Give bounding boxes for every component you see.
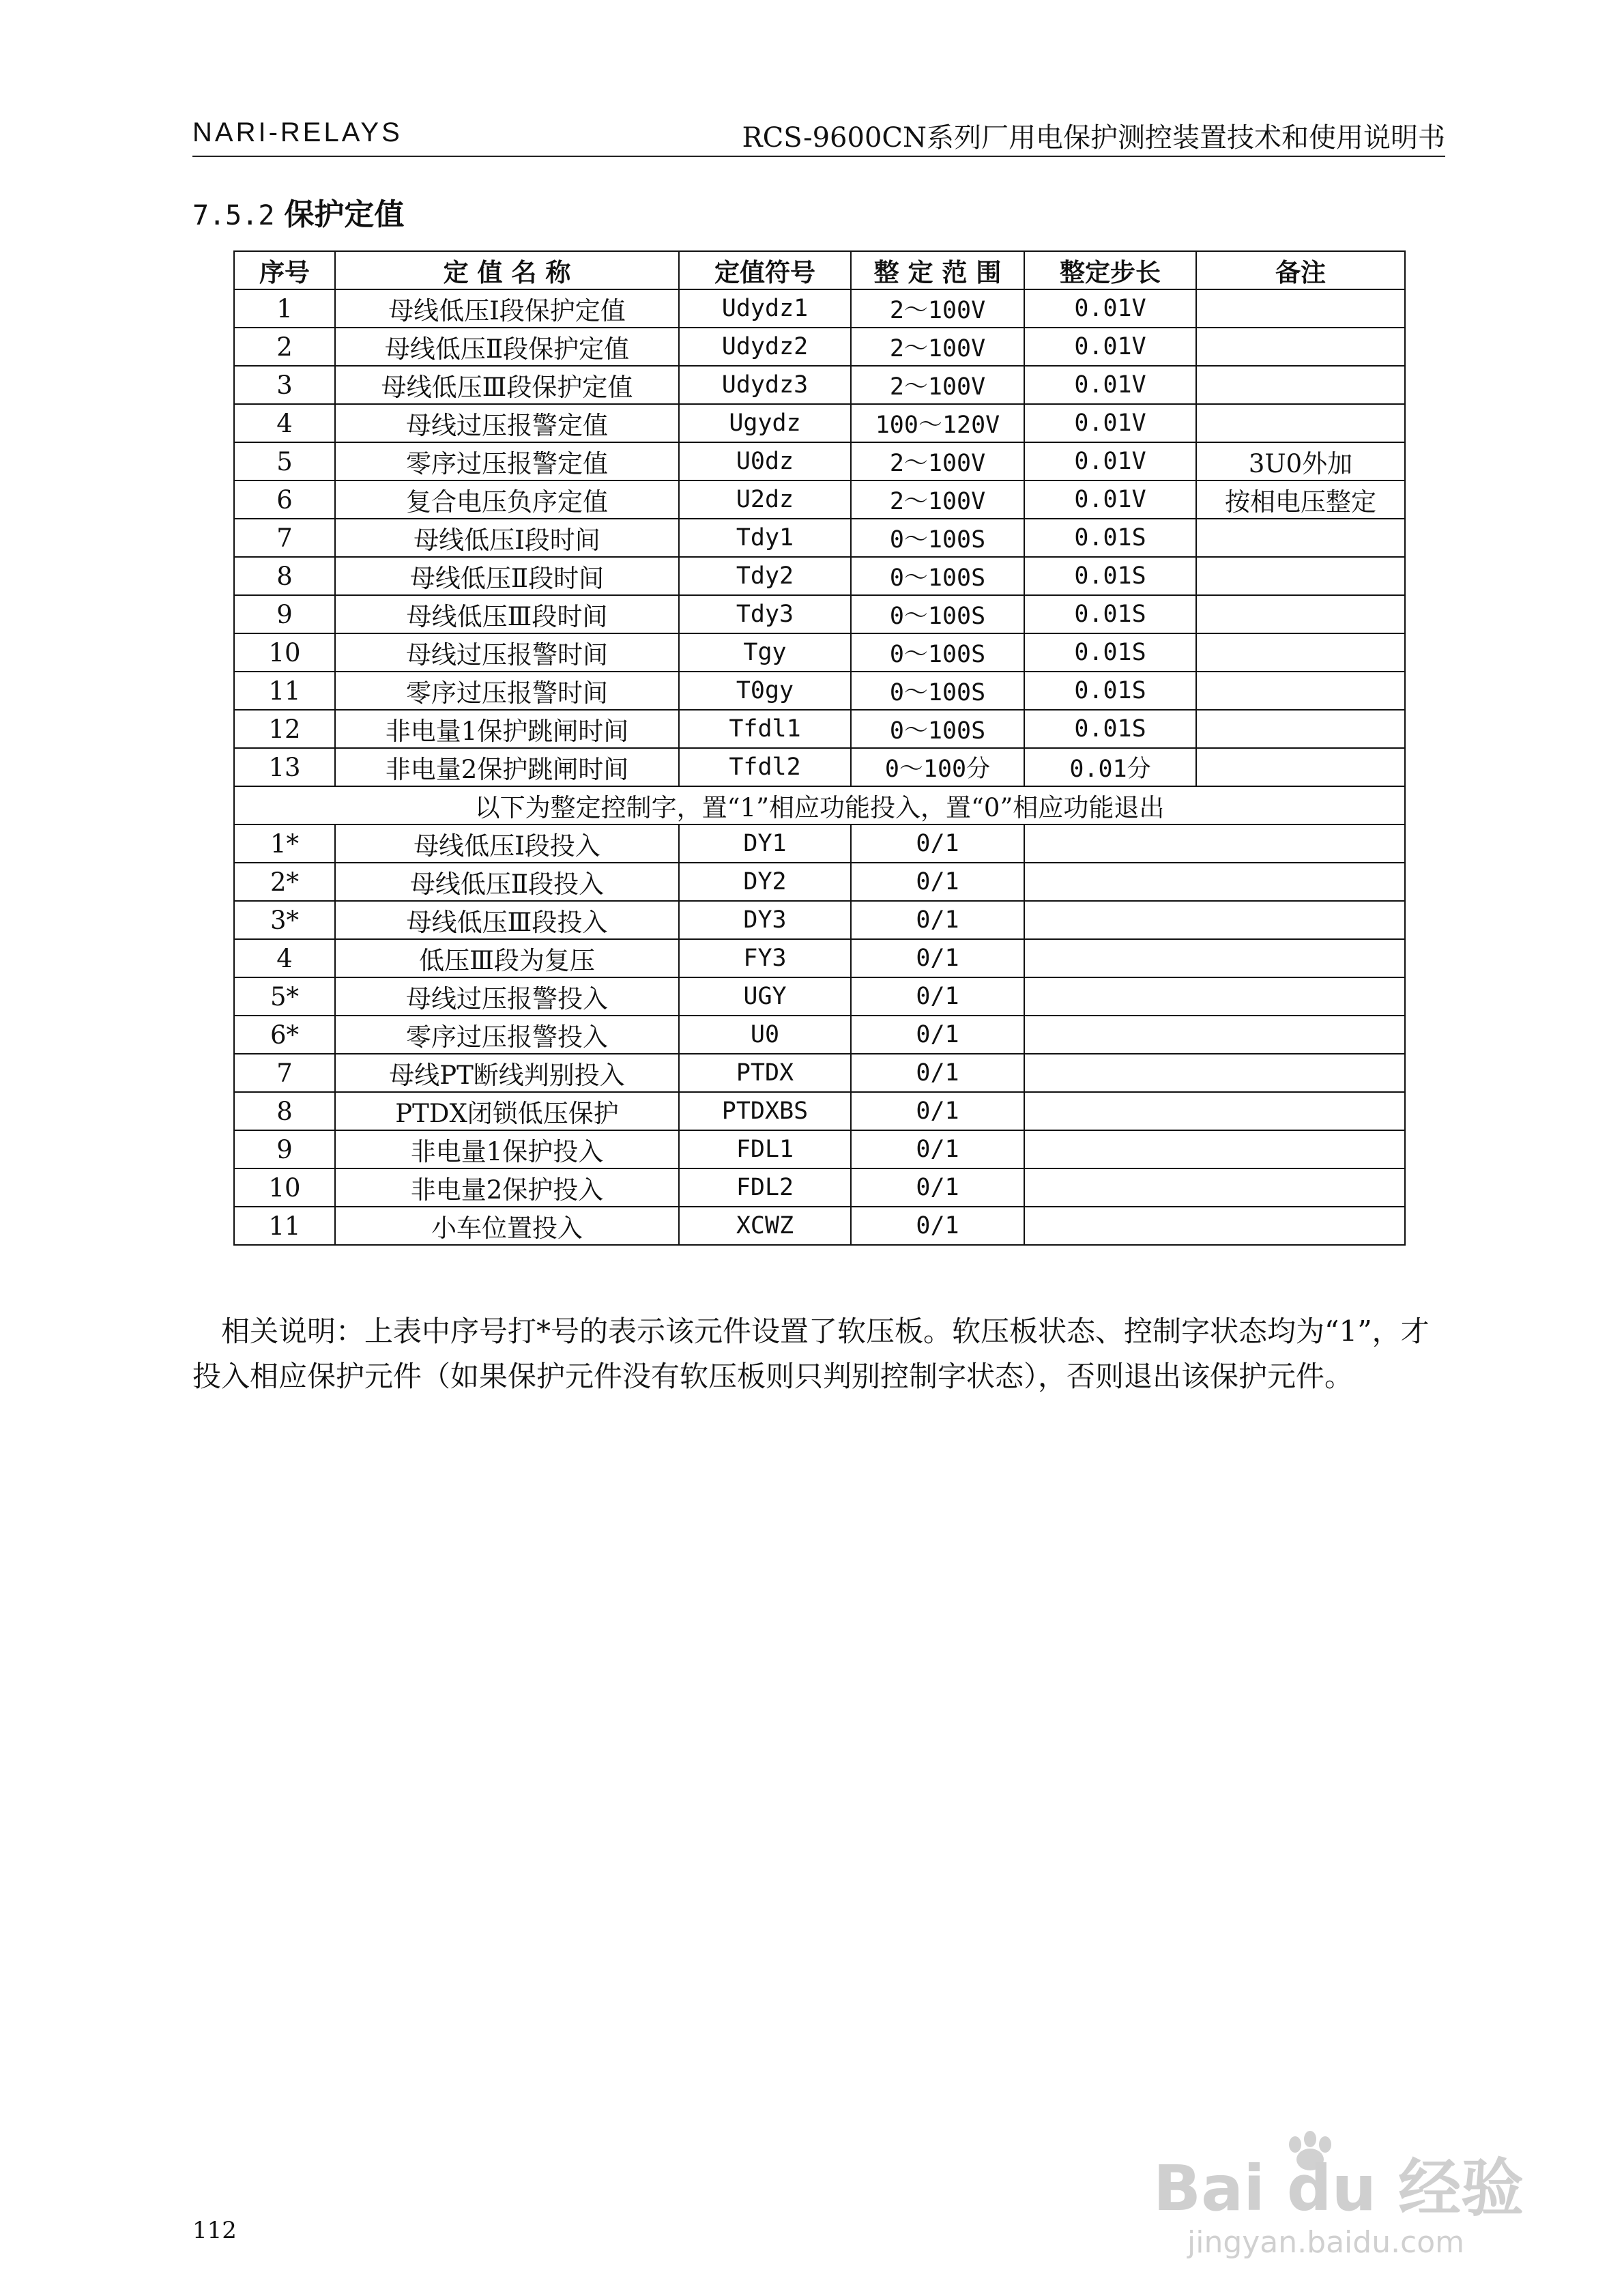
- cell-empty: [1024, 1092, 1405, 1130]
- table-row: [234, 519, 1405, 557]
- cell-no: 11: [234, 672, 335, 710]
- cell-symbol: U0dz: [679, 442, 851, 480]
- header-rule: [192, 156, 1445, 157]
- cell-symbol: U0: [679, 1016, 851, 1054]
- note-text: 相关说明：上表中序号打*号的表示该元件设置了软压板。软压板状态、控制字状态均为“1”，才投入相应保护元件（如果保护元件没有软压板则只判别控制字状态），否则退出该保护元件。: [192, 1315, 1430, 1393]
- cell-name: 母线PT断线判别投入: [335, 1054, 679, 1092]
- cell-step: 0.01V: [1024, 328, 1196, 366]
- explanation-note: [192, 1309, 1445, 1399]
- cell-name: 母线低压Ⅲ段时间: [335, 595, 679, 633]
- cell-name: 母线低压Ⅱ段保护定值: [335, 328, 679, 366]
- cell-symbol: Udydz2: [679, 328, 851, 366]
- cell-empty: [1024, 939, 1405, 977]
- cell-step: 0.01V: [1024, 480, 1196, 519]
- cell-no: 2: [234, 328, 335, 366]
- cell-name: 复合电压负序定值: [335, 480, 679, 519]
- cell-empty: [1024, 1168, 1405, 1207]
- cell-name: 母线低压Ⅲ段保护定值: [335, 366, 679, 404]
- header-doc-title: RCS-9600CN系列厂用电保护测控装置技术和使用说明书: [742, 122, 1445, 154]
- control-caption-row: [234, 786, 1405, 824]
- cell-range: 2～100V: [851, 442, 1024, 480]
- cell-range: 0～100S: [851, 519, 1024, 557]
- cell-range: 100～120V: [851, 404, 1024, 442]
- cell-range: 2～100V: [851, 328, 1024, 366]
- watermark-url: jingyan.baidu.com: [1187, 2225, 1465, 2260]
- cell-name: 零序过压报警投入: [335, 1016, 679, 1054]
- cell-range: 0/1: [851, 824, 1024, 863]
- settings-rows: [234, 289, 1405, 786]
- cell-range: 0～100S: [851, 557, 1024, 595]
- cell-range: 0/1: [851, 1092, 1024, 1130]
- cell-empty: [1024, 863, 1405, 901]
- cell-no: 7: [234, 519, 335, 557]
- cell-step: 0.01V: [1024, 442, 1196, 480]
- control-rows: [234, 824, 1405, 1245]
- table-row: [234, 328, 1405, 366]
- cell-empty: [1024, 977, 1405, 1016]
- table-row: [234, 901, 1405, 939]
- cell-range: 0/1: [851, 901, 1024, 939]
- cell-note: 3U0外加: [1196, 442, 1405, 480]
- cell-step: 0.01V: [1024, 366, 1196, 404]
- cell-note: [1196, 633, 1405, 672]
- cell-no: 6: [234, 480, 335, 519]
- cell-empty: [1024, 1207, 1405, 1245]
- table-row: [234, 289, 1405, 328]
- cell-note: [1196, 672, 1405, 710]
- cell-no: 8: [234, 557, 335, 595]
- cell-name: 母线过压报警投入: [335, 977, 679, 1016]
- cell-no: 3*: [234, 901, 335, 939]
- cell-symbol: T0gy: [679, 672, 851, 710]
- cell-empty: [1024, 901, 1405, 939]
- cell-symbol: DY3: [679, 901, 851, 939]
- cell-no: 1*: [234, 824, 335, 863]
- table-row: [234, 1168, 1405, 1207]
- cell-range: 0/1: [851, 863, 1024, 901]
- table-row: [234, 977, 1405, 1016]
- cell-note: [1196, 519, 1405, 557]
- cell-range: 0/1: [851, 1130, 1024, 1168]
- cell-no: 10: [234, 1168, 335, 1207]
- cell-name: 非电量1保护投入: [335, 1130, 679, 1168]
- cell-note: [1196, 366, 1405, 404]
- cell-range: 0/1: [851, 977, 1024, 1016]
- cell-note: [1196, 289, 1405, 328]
- cell-name: 低压Ⅲ段为复压: [335, 939, 679, 977]
- cell-symbol: FDL2: [679, 1168, 851, 1207]
- section-title: 保护定值: [284, 197, 405, 232]
- cell-no: 8: [234, 1092, 335, 1130]
- table-row: [234, 939, 1405, 977]
- control-caption: 以下为整定控制字，置“1”相应功能投入，置“0”相应功能退出: [234, 786, 1405, 824]
- table-row: [234, 480, 1405, 519]
- table-row: [234, 366, 1405, 404]
- cell-name: 非电量2保护投入: [335, 1168, 679, 1207]
- cell-step: 0.01V: [1024, 289, 1196, 328]
- table-row: [234, 710, 1405, 748]
- cell-symbol: U2dz: [679, 480, 851, 519]
- cell-symbol: Ugydz: [679, 404, 851, 442]
- cell-range: 0/1: [851, 939, 1024, 977]
- cell-no: 13: [234, 748, 335, 786]
- cell-empty: [1024, 824, 1405, 863]
- cell-no: 5*: [234, 977, 335, 1016]
- table-row: [234, 863, 1405, 901]
- cell-name: 非电量2保护跳闸时间: [335, 748, 679, 786]
- header-brand: NARI-RELAYS: [192, 117, 403, 147]
- cell-no: 5: [234, 442, 335, 480]
- table-row: [234, 633, 1405, 672]
- cell-name: 母线低压Ⅰ段保护定值: [335, 289, 679, 328]
- cell-symbol: UGY: [679, 977, 851, 1016]
- table-header-row: [234, 251, 1405, 289]
- cell-step: 0.01S: [1024, 595, 1196, 633]
- cell-no: 3: [234, 366, 335, 404]
- cell-symbol: Tdy2: [679, 557, 851, 595]
- cell-name: 非电量1保护跳闸时间: [335, 710, 679, 748]
- cell-note: [1196, 557, 1405, 595]
- cell-name: 零序过压报警定值: [335, 442, 679, 480]
- table-row: [234, 824, 1405, 863]
- cell-step: 0.01S: [1024, 519, 1196, 557]
- column-header-step: 整定步长: [1024, 251, 1196, 289]
- cell-name: 母线低压Ⅰ段投入: [335, 824, 679, 863]
- page-number: 112: [192, 2217, 237, 2244]
- cell-name: 小车位置投入: [335, 1207, 679, 1245]
- cell-symbol: XCWZ: [679, 1207, 851, 1245]
- baidu-jingyan-watermark: [1146, 2129, 1528, 2266]
- cell-symbol: Tdy1: [679, 519, 851, 557]
- table-row: [234, 1207, 1405, 1245]
- cell-range: 0～100分: [851, 748, 1024, 786]
- table-row: [234, 404, 1405, 442]
- table-row: [234, 557, 1405, 595]
- cell-name: 母线低压Ⅰ段时间: [335, 519, 679, 557]
- cell-symbol: DY2: [679, 863, 851, 901]
- cell-range: 0/1: [851, 1168, 1024, 1207]
- cell-no: 6*: [234, 1016, 335, 1054]
- cell-note: [1196, 404, 1405, 442]
- cell-name: 母线过压报警时间: [335, 633, 679, 672]
- cell-range: 0～100S: [851, 710, 1024, 748]
- cell-step: 0.01分: [1024, 748, 1196, 786]
- cell-symbol: DY1: [679, 824, 851, 863]
- column-header-symbol: 定值符号: [679, 251, 851, 289]
- table-row: [234, 1054, 1405, 1092]
- column-header-no: 序号: [234, 251, 335, 289]
- table-row: [234, 1130, 1405, 1168]
- cell-no: 4: [234, 404, 335, 442]
- cell-range: 2～100V: [851, 366, 1024, 404]
- cell-symbol: Udydz3: [679, 366, 851, 404]
- cell-no: 4: [234, 939, 335, 977]
- cell-note: [1196, 748, 1405, 786]
- cell-symbol: Tgy: [679, 633, 851, 672]
- protection-settings-table: [233, 250, 1406, 1246]
- cell-step: 0.01S: [1024, 557, 1196, 595]
- cell-range: 0/1: [851, 1207, 1024, 1245]
- cell-range: 2～100V: [851, 289, 1024, 328]
- cell-range: 0～100S: [851, 633, 1024, 672]
- cell-range: 0～100S: [851, 595, 1024, 633]
- cell-name: 母线低压Ⅱ段投入: [335, 863, 679, 901]
- cell-no: 11: [234, 1207, 335, 1245]
- cell-note: [1196, 328, 1405, 366]
- cell-symbol: Tdy3: [679, 595, 851, 633]
- cell-empty: [1024, 1054, 1405, 1092]
- cell-empty: [1024, 1016, 1405, 1054]
- cell-range: 0/1: [851, 1016, 1024, 1054]
- cell-step: 0.01S: [1024, 710, 1196, 748]
- cell-name: PTDX闭锁低压保护: [335, 1092, 679, 1130]
- cell-range: 0/1: [851, 1054, 1024, 1092]
- cell-no: 7: [234, 1054, 335, 1092]
- cell-name: 母线低压Ⅲ段投入: [335, 901, 679, 939]
- column-header-name: 定 值 名 称: [335, 251, 679, 289]
- cell-empty: [1024, 1130, 1405, 1168]
- cell-symbol: Tfdl1: [679, 710, 851, 748]
- cell-name: 母线低压Ⅱ段时间: [335, 557, 679, 595]
- table-row: [234, 1016, 1405, 1054]
- cell-no: 2*: [234, 863, 335, 901]
- section-heading: [192, 190, 404, 233]
- cell-no: 9: [234, 595, 335, 633]
- cell-no: 10: [234, 633, 335, 672]
- cell-step: 0.01S: [1024, 672, 1196, 710]
- cell-symbol: FY3: [679, 939, 851, 977]
- watermark-brand: Bai du 经验: [1153, 2152, 1524, 2225]
- cell-name: 零序过压报警时间: [335, 672, 679, 710]
- column-header-note: 备注: [1196, 251, 1405, 289]
- cell-symbol: FDL1: [679, 1130, 851, 1168]
- cell-note: 按相电压整定: [1196, 480, 1405, 519]
- cell-no: 1: [234, 289, 335, 328]
- cell-no: 9: [234, 1130, 335, 1168]
- column-header-range: 整 定 范 围: [851, 251, 1024, 289]
- cell-step: 0.01S: [1024, 633, 1196, 672]
- table-row: [234, 442, 1405, 480]
- table-row: [234, 595, 1405, 633]
- cell-range: 2～100V: [851, 480, 1024, 519]
- cell-symbol: PTDX: [679, 1054, 851, 1092]
- cell-symbol: Udydz1: [679, 289, 851, 328]
- table-row: [234, 672, 1405, 710]
- table-row: [234, 748, 1405, 786]
- cell-name: 母线过压报警定值: [335, 404, 679, 442]
- cell-no: 12: [234, 710, 335, 748]
- cell-note: [1196, 595, 1405, 633]
- table-row: [234, 1092, 1405, 1130]
- section-number: 7.5.2: [192, 200, 275, 231]
- cell-symbol: PTDXBS: [679, 1092, 851, 1130]
- cell-symbol: Tfdl2: [679, 748, 851, 786]
- cell-range: 0～100S: [851, 672, 1024, 710]
- cell-note: [1196, 710, 1405, 748]
- cell-step: 0.01V: [1024, 404, 1196, 442]
